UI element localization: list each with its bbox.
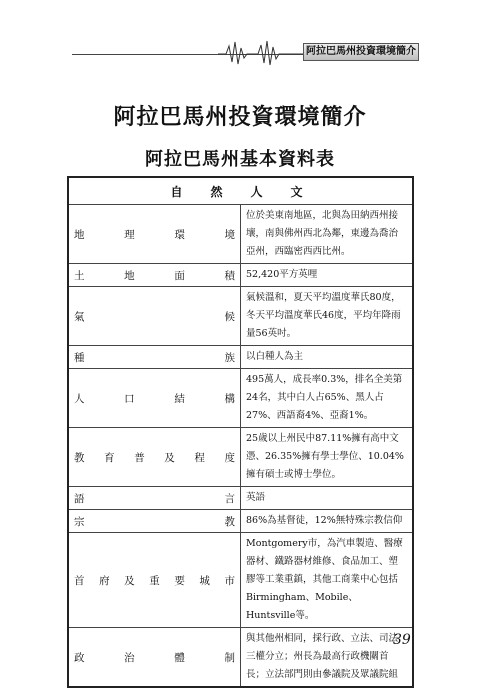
table-row	[68, 205, 413, 264]
table-section-row	[68, 177, 413, 205]
row-value: 25歲以上州民中87.11%擁有高中文憑、26.35%擁有學士學位、10.04%擁有碩士或博士學位。	[241, 428, 414, 487]
row-value: 位於美東南地區，北與為田納西州接壤，南與佛州西北為鄰，東邊為喬治亞州，西臨密西西比州。	[241, 205, 414, 264]
table-row	[68, 533, 413, 628]
table-row	[68, 369, 413, 428]
page-title: 阿拉巴馬州投資環境簡介	[113, 105, 367, 130]
table-row	[68, 346, 413, 369]
table-row	[68, 428, 413, 487]
table-row	[68, 287, 413, 346]
basic-info-table	[67, 176, 414, 688]
row-value: Montgomery市，為汽車製造、醫療器材、鐵路器材維修、食品加工、塑膠等工業重鎮，其他工商業中心包括Birmingham、Mobile、Huntsville等。	[241, 533, 414, 628]
row-label: 宗教	[68, 510, 241, 533]
table-row	[68, 628, 413, 688]
row-label: 政治體制	[68, 628, 241, 688]
table-row	[68, 264, 413, 287]
table-title: 阿拉巴馬州基本資料表	[145, 149, 335, 170]
row-value: 氣候溫和，夏天平均溫度華氏80度，冬天平均溫度華氏46度，平均年降雨量56英吋。	[241, 287, 414, 346]
row-label: 土地面積	[68, 264, 241, 287]
row-value: 英語	[241, 487, 414, 510]
row-label: 首府及重要城市	[68, 533, 241, 628]
page-number: 39	[393, 632, 411, 648]
row-value: 與其他州相同，採行政、立法、司法三權分立；州長為最高行政機關首長；立法部門則由參議院及眾議院組	[241, 628, 414, 688]
table-row	[68, 487, 413, 510]
row-label: 氣候	[68, 287, 241, 346]
section-heading: 自 然 人 文	[68, 177, 413, 205]
row-value: 86%為基督徒，12%無特殊宗教信仰	[241, 510, 414, 533]
row-value: 以白種人為主	[241, 346, 414, 369]
heartbeat-wave-icon	[218, 38, 304, 68]
row-label: 地理環境	[68, 205, 241, 264]
table-row	[68, 510, 413, 533]
row-label: 種族	[68, 346, 241, 369]
row-label: 人口結構	[68, 369, 241, 428]
row-label: 語言	[68, 487, 241, 510]
row-value: 52,420平方英哩	[241, 264, 414, 287]
row-value: 495萬人，成長率0.3%，排名全美第24名，其中白人占65%、黑人占27%、西語裔4%、亞裔1%。	[241, 369, 414, 428]
row-label: 教育普及程度	[68, 428, 241, 487]
header-section-tag: 阿拉巴馬州投資環境簡介	[303, 43, 419, 61]
